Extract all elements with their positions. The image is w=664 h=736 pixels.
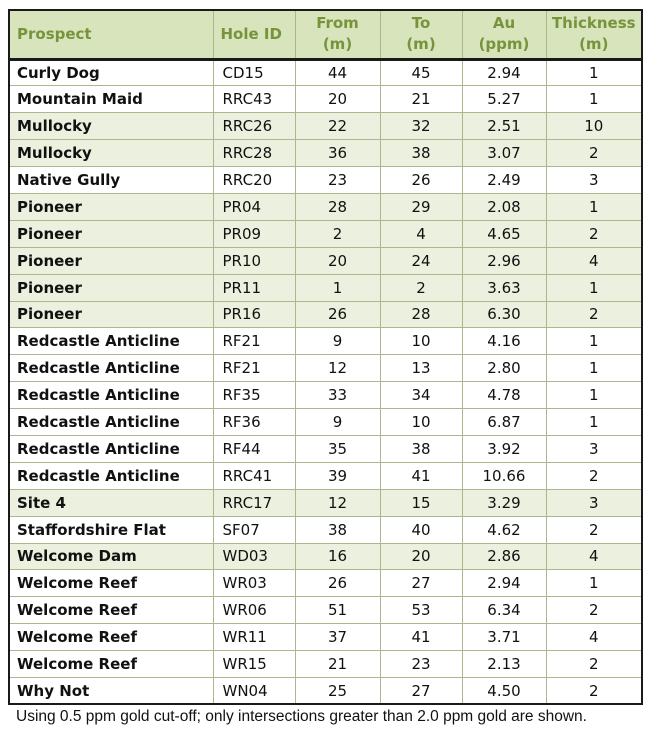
cell-hole-id: PR09 xyxy=(213,220,295,247)
table-row xyxy=(9,435,642,462)
table-row xyxy=(9,355,642,382)
table-row xyxy=(9,86,642,113)
cell-from: 20 xyxy=(295,86,380,113)
cell-from: 38 xyxy=(295,516,380,543)
cell-from: 12 xyxy=(295,489,380,516)
cell-au: 2.96 xyxy=(462,247,546,274)
cell-thickness: 1 xyxy=(546,355,642,382)
header-to-unit: (m) xyxy=(406,35,436,54)
table-row xyxy=(9,167,642,194)
cell-prospect: Mullocky xyxy=(9,113,213,140)
header-prospect xyxy=(9,10,213,59)
cell-prospect: Pioneer xyxy=(9,274,213,301)
table-row xyxy=(9,247,642,274)
cell-thickness: 2 xyxy=(546,597,642,624)
cell-prospect: Staffordshire Flat xyxy=(9,516,213,543)
table-row xyxy=(9,382,642,409)
cell-hole-id: WR03 xyxy=(213,570,295,597)
cell-to: 21 xyxy=(380,86,462,113)
cell-to: 20 xyxy=(380,543,462,570)
cell-prospect: Why Not xyxy=(9,677,213,704)
cell-prospect: Pioneer xyxy=(9,193,213,220)
cell-hole-id: PR10 xyxy=(213,247,295,274)
cell-hole-id: WR15 xyxy=(213,651,295,678)
cell-from: 20 xyxy=(295,247,380,274)
cell-prospect: Welcome Reef xyxy=(9,624,213,651)
cell-from: 25 xyxy=(295,677,380,704)
cell-from: 26 xyxy=(295,570,380,597)
cell-hole-id: RF36 xyxy=(213,409,295,436)
cell-to: 40 xyxy=(380,516,462,543)
cell-prospect: Curly Dog xyxy=(9,59,213,86)
drill-intersections-table xyxy=(8,9,643,705)
cell-from: 9 xyxy=(295,328,380,355)
table-row xyxy=(9,651,642,678)
cell-from: 2 xyxy=(295,220,380,247)
cell-to: 45 xyxy=(380,59,462,86)
drill-intersections-table-container xyxy=(8,9,641,705)
cell-hole-id: PR16 xyxy=(213,301,295,328)
cell-au: 10.66 xyxy=(462,462,546,489)
cell-hole-id: PR11 xyxy=(213,274,295,301)
cell-hole-id: WR06 xyxy=(213,597,295,624)
cell-hole-id: RF35 xyxy=(213,382,295,409)
cell-from: 16 xyxy=(295,543,380,570)
cell-au: 6.87 xyxy=(462,409,546,436)
header-from-unit: (m) xyxy=(322,35,353,54)
header-au xyxy=(462,10,546,59)
cell-to: 34 xyxy=(380,382,462,409)
table-row xyxy=(9,597,642,624)
cell-to: 10 xyxy=(380,328,462,355)
cell-hole-id: RRC28 xyxy=(213,140,295,167)
cell-prospect: Redcastle Anticline xyxy=(9,328,213,355)
cell-au: 4.78 xyxy=(462,382,546,409)
cell-to: 15 xyxy=(380,489,462,516)
table-row xyxy=(9,624,642,651)
cell-to: 13 xyxy=(380,355,462,382)
cell-au: 2.86 xyxy=(462,543,546,570)
cell-to: 24 xyxy=(380,247,462,274)
cell-prospect: Pioneer xyxy=(9,220,213,247)
cell-to: 29 xyxy=(380,193,462,220)
cell-hole-id: PR04 xyxy=(213,193,295,220)
cell-from: 9 xyxy=(295,409,380,436)
cell-from: 22 xyxy=(295,113,380,140)
cell-thickness: 2 xyxy=(546,220,642,247)
cell-au: 3.71 xyxy=(462,624,546,651)
cell-hole-id: RRC43 xyxy=(213,86,295,113)
table-row xyxy=(9,301,642,328)
cell-prospect: Pioneer xyxy=(9,247,213,274)
cell-au: 2.80 xyxy=(462,355,546,382)
table-row xyxy=(9,59,642,86)
cell-au: 2.94 xyxy=(462,570,546,597)
cell-from: 1 xyxy=(295,274,380,301)
header-prospect-label: Prospect xyxy=(17,24,92,43)
cell-prospect: Welcome Dam xyxy=(9,543,213,570)
cell-hole-id: RRC17 xyxy=(213,489,295,516)
table-row xyxy=(9,274,642,301)
cell-from: 44 xyxy=(295,59,380,86)
cell-thickness: 1 xyxy=(546,274,642,301)
cell-au: 4.65 xyxy=(462,220,546,247)
cell-from: 21 xyxy=(295,651,380,678)
cell-thickness: 2 xyxy=(546,462,642,489)
cell-au: 4.16 xyxy=(462,328,546,355)
table-footnote: Using 0.5 ppm gold cut-off; only intersections greater than 2.0 ppm gold are shown. xyxy=(16,708,587,725)
cell-prospect: Redcastle Anticline xyxy=(9,355,213,382)
table-row xyxy=(9,220,642,247)
table-row xyxy=(9,677,642,704)
cell-to: 41 xyxy=(380,462,462,489)
header-to-label: To xyxy=(411,14,431,33)
header-hole-id-label: Hole ID xyxy=(220,24,282,43)
cell-au: 2.49 xyxy=(462,167,546,194)
cell-hole-id: WD03 xyxy=(213,543,295,570)
header-hole-id xyxy=(213,10,295,59)
header-thickness-unit: (m) xyxy=(579,35,609,54)
cell-from: 23 xyxy=(295,167,380,194)
cell-au: 3.92 xyxy=(462,435,546,462)
table-row xyxy=(9,570,642,597)
header-from-label: From xyxy=(316,14,359,33)
cell-prospect: Redcastle Anticline xyxy=(9,435,213,462)
cell-hole-id: RRC41 xyxy=(213,462,295,489)
cell-prospect: Welcome Reef xyxy=(9,597,213,624)
cell-thickness: 1 xyxy=(546,86,642,113)
cell-au: 5.27 xyxy=(462,86,546,113)
cell-thickness: 1 xyxy=(546,59,642,86)
cell-hole-id: SF07 xyxy=(213,516,295,543)
table-row xyxy=(9,489,642,516)
cell-au: 2.94 xyxy=(462,59,546,86)
table-row xyxy=(9,409,642,436)
header-to xyxy=(380,10,462,59)
table-body xyxy=(9,59,642,704)
table-row xyxy=(9,193,642,220)
cell-to: 4 xyxy=(380,220,462,247)
cell-thickness: 10 xyxy=(546,113,642,140)
header-au-label: Au xyxy=(492,14,516,33)
cell-au: 4.50 xyxy=(462,677,546,704)
cell-thickness: 4 xyxy=(546,247,642,274)
cell-au: 4.62 xyxy=(462,516,546,543)
cell-to: 53 xyxy=(380,597,462,624)
cell-to: 26 xyxy=(380,167,462,194)
cell-au: 2.08 xyxy=(462,193,546,220)
cell-thickness: 1 xyxy=(546,409,642,436)
table-row xyxy=(9,516,642,543)
cell-prospect: Redcastle Anticline xyxy=(9,409,213,436)
cell-from: 51 xyxy=(295,597,380,624)
header-from xyxy=(295,10,380,59)
cell-thickness: 1 xyxy=(546,328,642,355)
cell-prospect: Mountain Maid xyxy=(9,86,213,113)
table-row xyxy=(9,113,642,140)
cell-prospect: Mullocky xyxy=(9,140,213,167)
table-row xyxy=(9,140,642,167)
cell-hole-id: CD15 xyxy=(213,59,295,86)
cell-to: 38 xyxy=(380,435,462,462)
cell-au: 3.07 xyxy=(462,140,546,167)
cell-thickness: 2 xyxy=(546,516,642,543)
cell-prospect: Redcastle Anticline xyxy=(9,382,213,409)
cell-thickness: 4 xyxy=(546,624,642,651)
cell-to: 41 xyxy=(380,624,462,651)
cell-thickness: 3 xyxy=(546,489,642,516)
cell-thickness: 4 xyxy=(546,543,642,570)
cell-from: 26 xyxy=(295,301,380,328)
cell-to: 2 xyxy=(380,274,462,301)
header-row xyxy=(9,10,642,59)
cell-to: 27 xyxy=(380,677,462,704)
cell-thickness: 3 xyxy=(546,167,642,194)
cell-to: 23 xyxy=(380,651,462,678)
cell-thickness: 1 xyxy=(546,382,642,409)
header-thickness xyxy=(546,10,642,59)
cell-from: 36 xyxy=(295,140,380,167)
cell-au: 3.29 xyxy=(462,489,546,516)
header-thickness-label: Thickness xyxy=(551,14,636,33)
table-row xyxy=(9,328,642,355)
cell-to: 28 xyxy=(380,301,462,328)
cell-thickness: 2 xyxy=(546,140,642,167)
cell-from: 39 xyxy=(295,462,380,489)
cell-prospect: Site 4 xyxy=(9,489,213,516)
cell-hole-id: WN04 xyxy=(213,677,295,704)
cell-hole-id: RF21 xyxy=(213,328,295,355)
cell-thickness: 2 xyxy=(588,681,599,700)
header-au-unit: (ppm) xyxy=(478,35,530,54)
cell-prospect: Welcome Reef xyxy=(9,651,213,678)
cell-thickness: 1 xyxy=(546,570,642,597)
cell-thickness: 2 xyxy=(546,651,642,678)
cell-au: 6.34 xyxy=(462,597,546,624)
cell-hole-id: RF44 xyxy=(213,435,295,462)
cell-prospect: Redcastle Anticline xyxy=(9,462,213,489)
cell-au: 2.13 xyxy=(462,651,546,678)
cell-from: 12 xyxy=(295,355,380,382)
cell-prospect: Pioneer xyxy=(9,301,213,328)
cell-to: 38 xyxy=(380,140,462,167)
cell-hole-id: RF21 xyxy=(213,355,295,382)
cell-from: 35 xyxy=(295,435,380,462)
cell-au: 3.63 xyxy=(462,274,546,301)
table-row xyxy=(9,462,642,489)
cell-au: 2.51 xyxy=(462,113,546,140)
cell-hole-id: RRC20 xyxy=(213,167,295,194)
cell-prospect: Welcome Reef xyxy=(9,570,213,597)
cell-au: 6.30 xyxy=(462,301,546,328)
table-row xyxy=(9,543,642,570)
cell-from: 33 xyxy=(295,382,380,409)
cell-prospect: Native Gully xyxy=(9,167,213,194)
cell-to: 10 xyxy=(380,409,462,436)
cell-from: 37 xyxy=(295,624,380,651)
cell-hole-id: WR11 xyxy=(213,624,295,651)
cell-thickness: 1 xyxy=(546,193,642,220)
cell-thickness: 3 xyxy=(546,435,642,462)
cell-from: 28 xyxy=(295,193,380,220)
table-header xyxy=(9,10,642,59)
cell-thickness: 2 xyxy=(546,301,642,328)
cell-to: 32 xyxy=(380,113,462,140)
cell-to: 27 xyxy=(380,570,462,597)
cell-hole-id: RRC26 xyxy=(213,113,295,140)
